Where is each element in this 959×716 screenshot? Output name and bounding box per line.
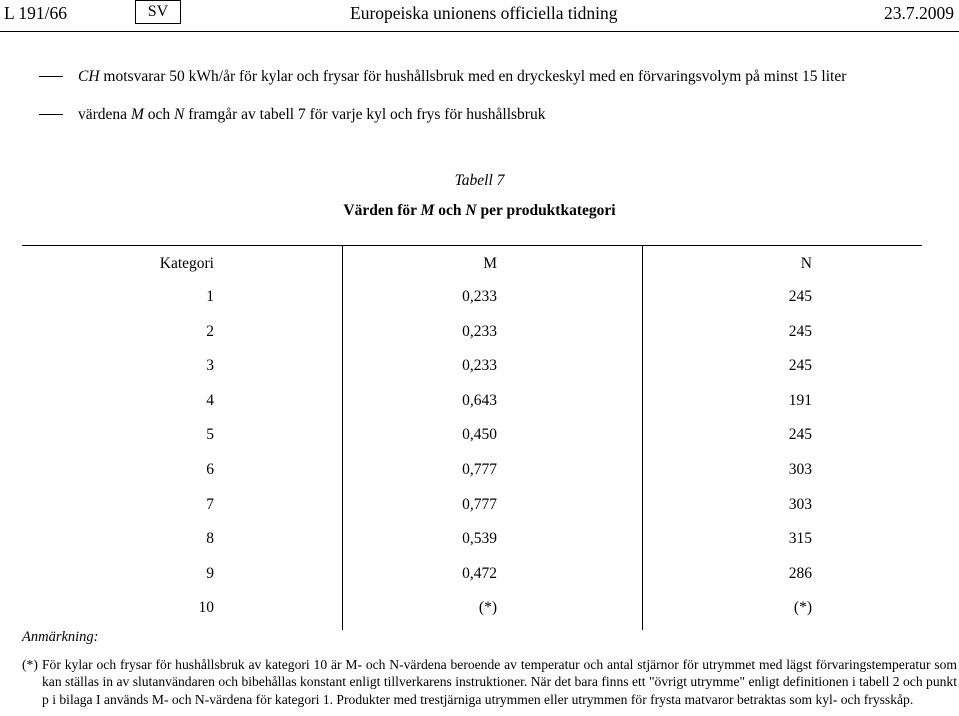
table-cell-kategori: 5 — [206, 426, 214, 444]
dash-marker — [39, 114, 63, 115]
bullet-term-n: N — [174, 106, 185, 123]
table-cell-kategori: 1 — [206, 288, 214, 305]
table-header-m: M — [483, 255, 497, 272]
bullet-text-mid: och — [143, 106, 174, 123]
language-badge: SV — [135, 0, 181, 24]
note-label: Anmärkning: — [22, 629, 99, 645]
table-cell-kategori: 4 — [206, 391, 214, 409]
journal-title: Europeiska unionens officiella tidning — [350, 3, 618, 23]
table-cell-kategori: 8 — [206, 530, 214, 548]
table-cell-kategori: 9 — [206, 564, 214, 582]
footnote-text: För kylar och frysar för hushållsbruk av kategori 10 är M- och N-värdena beroende av temperatur och antal stjärnor för utrymmet med lägst förvaringstemperatur som kan ställas in av slutanvändaren och bibehållas konstant enligt tillverkarens instruktioner. När det bara finns ett "övrigt utrymme" enligt definitionen i tabell 2 och punkt p i bilaga I används M- och N-värdena för kategori 1. Produkter med trestjärniga utrymmen eller utrymmen för frysta matvaror betraktas som kyl- och frysskåp. — [42, 657, 957, 707]
table-title-pre: Värden för — [343, 202, 421, 219]
table-title-m: M — [420, 202, 435, 219]
table-cell-m: 0,777 — [462, 461, 497, 478]
bullet-item-mn — [39, 106, 545, 124]
footnote — [22, 656, 957, 708]
table-cell-n: 245 — [788, 322, 812, 340]
table-cell-n: 286 — [788, 564, 812, 582]
publication-date: 23.7.2009 — [884, 3, 954, 23]
table-cell-m: 0,643 — [462, 391, 497, 409]
page-reference: L 191/66 — [4, 3, 68, 23]
table-cell-m: 0,233 — [462, 357, 497, 375]
bullet-text-pre: värdena — [78, 106, 131, 123]
table-header-n: N — [800, 255, 812, 272]
table-title-post: per produktkategori — [476, 202, 616, 219]
table-title — [0, 202, 959, 220]
table-cell-n: 191 — [788, 391, 812, 409]
table-cell-m: 0,233 — [462, 288, 497, 305]
bullet-text: framgår av tabell 7 för varje kyl och frys för hushållsbruk — [184, 106, 546, 123]
table-cell-m: 0,450 — [462, 426, 497, 444]
table-cell-m: (*) — [478, 599, 497, 617]
table-cell-n: 303 — [788, 495, 812, 513]
table-column-divider — [342, 245, 343, 630]
bullet-lead-term: CH — [78, 68, 100, 85]
table-cell-m: 0,777 — [462, 495, 497, 513]
table-cell-n: 245 — [788, 426, 812, 444]
table-cell-kategori: 7 — [206, 495, 214, 513]
table-cell-kategori: 3 — [206, 357, 214, 375]
footnote-mark: (*) — [22, 657, 38, 672]
table-title-mid: och — [434, 202, 466, 219]
table-cell-m: 0,233 — [462, 322, 497, 340]
values-table — [22, 245, 922, 630]
bullet-item-ch — [39, 68, 846, 86]
table-cell-kategori: 10 — [198, 599, 214, 617]
table-cell-n: 315 — [788, 530, 812, 548]
table-cell-n: 245 — [788, 357, 812, 375]
table-top-rule — [22, 245, 922, 246]
table-header-kategori: Kategori — [159, 255, 214, 272]
table-cell-kategori: 2 — [206, 322, 214, 340]
table-cell-n: 245 — [788, 288, 812, 305]
header-divider — [0, 31, 959, 32]
table-caption: Tabell 7 — [454, 172, 505, 189]
table-title-n: N — [465, 202, 477, 219]
table-cell-n: 303 — [788, 461, 812, 478]
bullet-text: motsvarar 50 kWh/år för kylar och frysar för hushållsbruk med en dryckeskyl med en förvaringsvolym på minst 15 liter — [99, 68, 847, 85]
dash-marker — [39, 76, 63, 77]
bullet-term-m: M — [130, 106, 144, 123]
table-column-divider — [642, 245, 643, 630]
table-cell-n: (*) — [793, 599, 812, 617]
table-cell-kategori: 6 — [206, 461, 214, 478]
table-cell-m: 0,539 — [462, 530, 497, 548]
table-cell-m: 0,472 — [462, 564, 497, 582]
